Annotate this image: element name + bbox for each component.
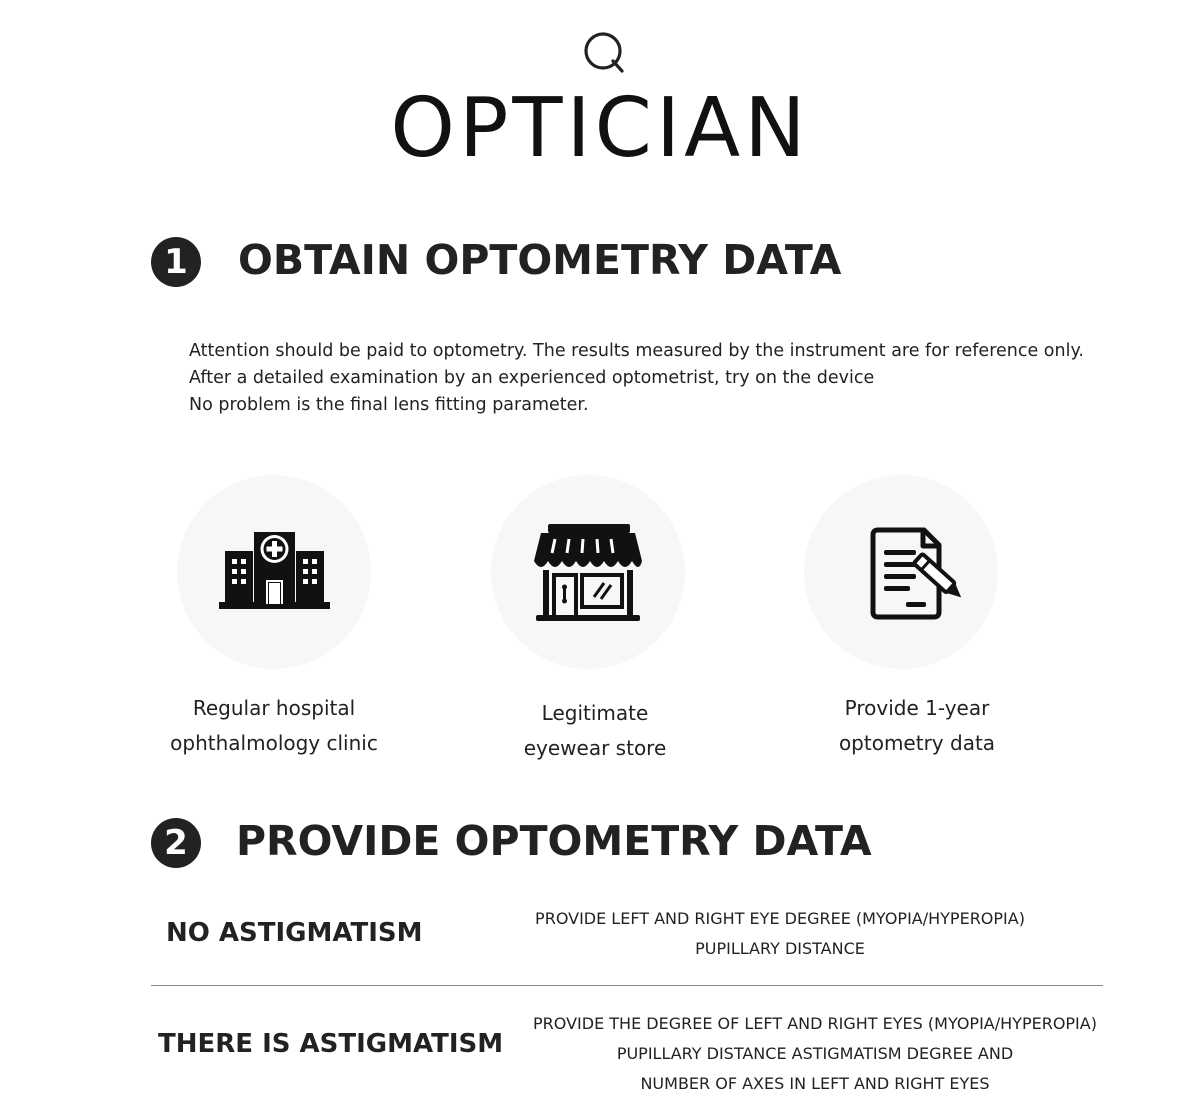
row-description: [480, 904, 1080, 964]
source-caption-store: [445, 696, 745, 766]
row-divider: [151, 985, 1103, 986]
caption-line: optometry data: [838, 731, 996, 755]
optometry-notes: [189, 338, 1089, 419]
caption-line: ophthalmology clinic: [170, 731, 378, 755]
note-line: No problem is the final lens fitting parameter.: [189, 395, 589, 415]
brand-title: OPTICIAN: [390, 81, 810, 176]
step-number-badge: 2: [151, 818, 201, 868]
caption-line: Regular hospital: [192, 696, 356, 720]
caption-line: Legitimate: [541, 701, 649, 725]
document-pen-icon-circle: [804, 475, 998, 669]
row-label-there-is-astigmatism: THERE IS ASTIGMATISM: [158, 1029, 504, 1059]
caption-line: eyewear store: [523, 736, 667, 760]
section-heading: OBTAIN OPTOMETRY DATA: [238, 236, 842, 284]
row-label-no-astigmatism: NO ASTIGMATISM: [166, 918, 423, 948]
note-line: After a detailed examination by an experienced optometrist, try on the device: [189, 368, 875, 388]
hospital-icon-circle: [177, 475, 371, 669]
description-line: PROVIDE LEFT AND RIGHT EYE DEGREE (MYOPIA/HYPEROPIA): [535, 909, 1025, 928]
source-caption-data: [767, 691, 1067, 761]
description-line: NUMBER OF AXES IN LEFT AND RIGHT EYES: [640, 1074, 990, 1093]
step-number-badge: 1: [151, 237, 201, 287]
source-caption-hospital: [124, 691, 424, 761]
caption-line: Provide 1-year: [844, 696, 990, 720]
section-heading: PROVIDE OPTOMETRY DATA: [236, 817, 872, 865]
row-description: [500, 1009, 1130, 1099]
description-line: PUPILLARY DISTANCE ASTIGMATISM DEGREE AND: [616, 1044, 1014, 1063]
description-line: PROVIDE THE DEGREE OF LEFT AND RIGHT EYES (MYOPIA/HYPEROPIA): [533, 1014, 1097, 1033]
storefront-icon-circle: [491, 475, 685, 669]
document-pen-icon: [804, 475, 998, 669]
hospital-icon: [177, 475, 371, 669]
note-line: Attention should be paid to optometry. The results measured by the instrument are for reference only.: [189, 341, 1084, 361]
storefront-icon: [491, 475, 685, 669]
q-logo-icon: [582, 30, 628, 74]
description-line: PUPILLARY DISTANCE: [695, 939, 865, 958]
